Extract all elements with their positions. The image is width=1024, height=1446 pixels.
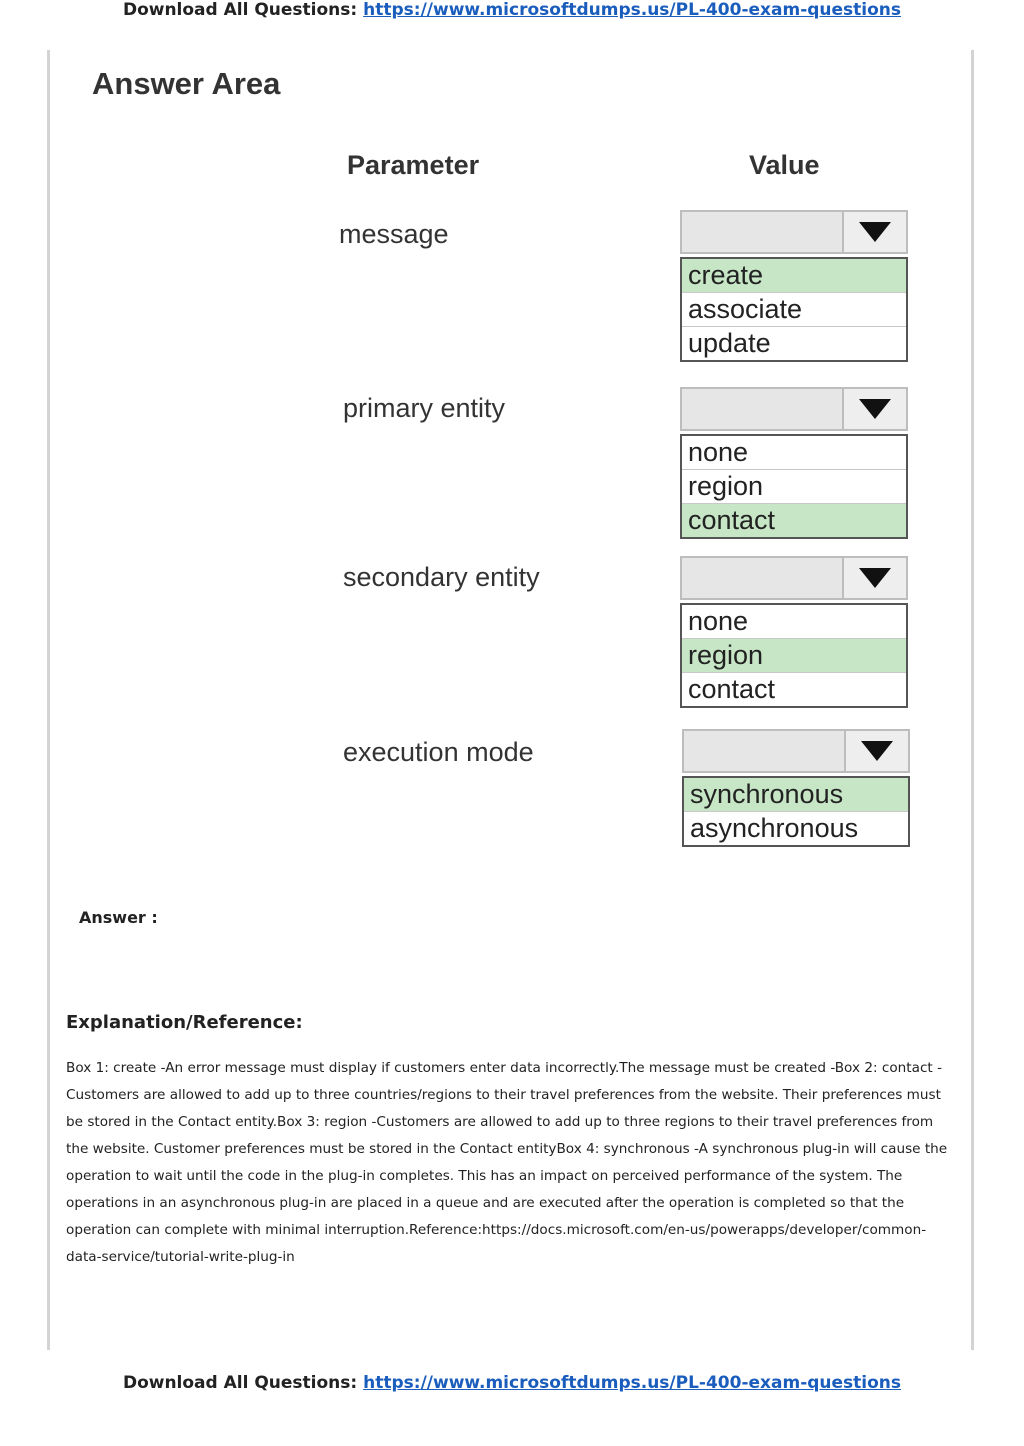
dropdown-primary-entity-head[interactable] xyxy=(680,387,908,431)
option[interactable]: associate xyxy=(682,293,906,327)
chevron-down-icon[interactable] xyxy=(842,389,906,429)
option-selected[interactable]: region xyxy=(682,639,906,673)
dropdown-execution-mode[interactable] xyxy=(682,729,910,847)
option[interactable]: none xyxy=(682,605,906,639)
option[interactable]: region xyxy=(682,470,906,504)
option-selected[interactable]: create xyxy=(682,259,906,293)
param-label-primary-entity: primary entity xyxy=(343,393,506,423)
dropdown-secondary-entity[interactable] xyxy=(680,556,908,708)
option-selected[interactable]: synchronous xyxy=(684,778,908,812)
download-label: Download All Questions: xyxy=(122,1373,358,1393)
explanation-body: Box 1: create -An error message must display if customers enter data incorrectly.The message must be created -Box 2: contact -Customers are allowed to add up to three countries/regions to their travel preferences from the website. Their preferences must be stored in the Contact entity.Box 3: region -Customers are allowed to add up to three regions to their travel preferences from the website. Customer preferences must be stored in the Contact entityBox 4: synchronous -A synchronous plug-in will cause the operation to wait until the code in the plug-in completes. This has an impact on perceived performance of the system. The operations in an asynchronous plug-in are placed in a queue and are executed after the operation is completed so that the operation can complete with minimal interruption.Reference:https://docs.microsoft.com/en-us/powerapps/developer/common-data-service/tutorial-write-plug-in xyxy=(66,1060,948,1265)
param-label-message: message xyxy=(339,219,449,249)
option[interactable]: asynchronous xyxy=(690,813,859,843)
frame-left-border xyxy=(47,50,50,1350)
chevron-down-icon[interactable] xyxy=(842,558,906,598)
download-link[interactable]: https://www.microsoftdumps.us/PL-400-exam-questions xyxy=(363,1373,902,1393)
download-banner-top xyxy=(0,0,1024,20)
chevron-down-icon[interactable] xyxy=(844,731,908,771)
param-label-secondary-entity: secondary entity xyxy=(343,562,540,592)
answer-label: Answer : xyxy=(79,908,158,927)
download-link[interactable]: https://www.microsoftdumps.us/PL-400-exam-questions xyxy=(363,0,902,20)
option[interactable]: contact xyxy=(688,674,776,704)
value-header: Value xyxy=(749,150,820,180)
chevron-down-icon[interactable] xyxy=(842,212,906,252)
dropdown-secondary-entity-head[interactable] xyxy=(680,556,908,600)
download-label: Download All Questions: xyxy=(122,0,358,20)
answer-area-title: Answer Area xyxy=(92,66,281,101)
download-banner-bottom xyxy=(0,1373,1024,1393)
dropdown-message-head[interactable] xyxy=(680,210,908,254)
explanation-title: Explanation/Reference: xyxy=(66,1012,303,1033)
option[interactable]: none xyxy=(682,436,906,470)
dropdown-primary-entity-options xyxy=(680,434,908,539)
parameter-header: Parameter xyxy=(347,150,480,180)
option-selected[interactable]: contact xyxy=(682,504,906,537)
dropdown-execution-mode-head[interactable] xyxy=(682,729,910,773)
dropdown-execution-mode-options xyxy=(682,776,910,847)
option[interactable]: update xyxy=(688,328,771,358)
frame-right-border xyxy=(971,50,974,1350)
dropdown-primary-entity[interactable] xyxy=(680,387,908,539)
dropdown-message[interactable] xyxy=(680,210,908,362)
param-label-execution-mode: execution mode xyxy=(343,737,534,767)
dropdown-message-options xyxy=(680,257,908,362)
dropdown-secondary-entity-options xyxy=(680,603,908,708)
